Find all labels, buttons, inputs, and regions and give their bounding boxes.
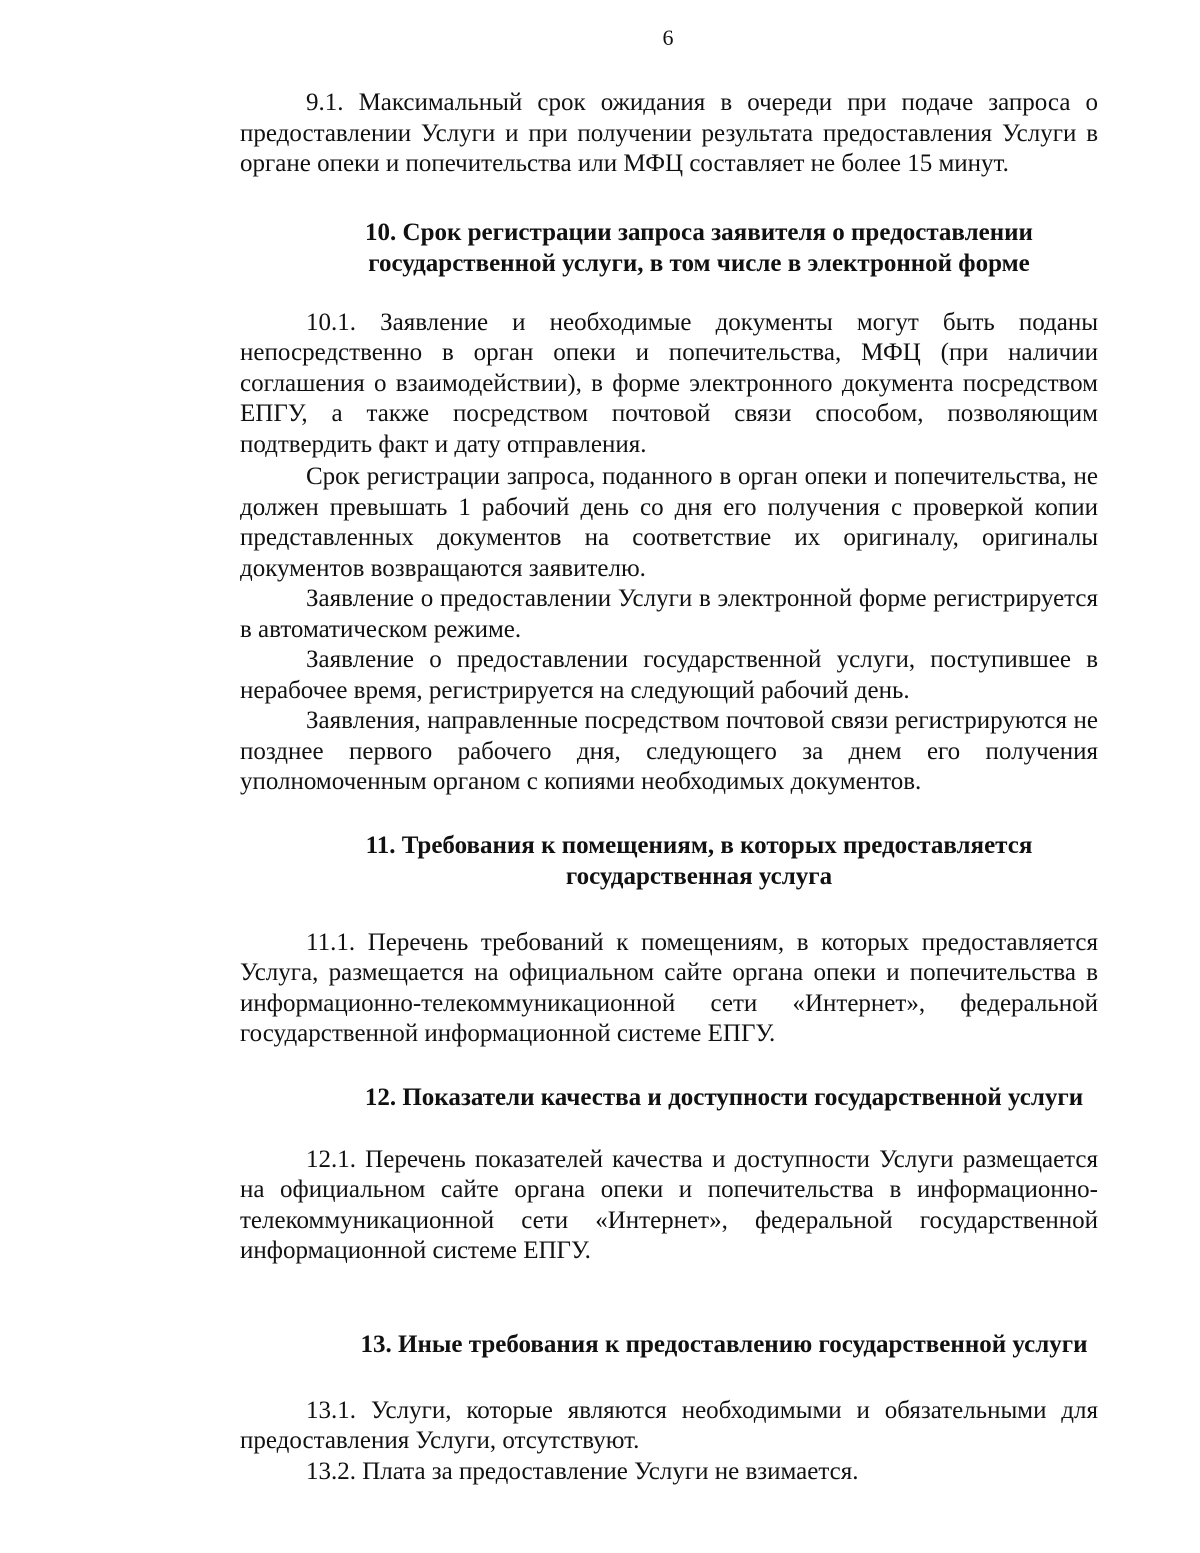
section-heading-10: 10. Срок регистрации запроса заявителя о предоставлении государственной услуги, в том числе в электронной форме (365, 218, 1033, 277)
paragraph-12-1: 12.1. Перечень показателей качества и доступности Услуги размещается на официальном сайте органа опеки и попечительства в информационно-телекоммуникационной сети «Интернет», федеральной государственной информационной системе ЕПГУ. (240, 1145, 1098, 1264)
paragraph-11-1: 11.1. Перечень требований к помещениям, в которых предоставляется Услуга, размещается на официальном сайте органа опеки и попечительства в информационно-телекоммуникационной сети «Интернет», федеральной государственной информационной системе ЕПГУ. (240, 928, 1098, 1047)
paragraph-13-1: 13.1. Услуги, которые являются необходимыми и обязательными для предоставления Услуги, отсутствуют. (240, 1396, 1098, 1454)
paragraph-10-1: 10.1. Заявление и необходимые документы могут быть поданы непосредственно в орган опеки и попечительства, МФЦ (при наличии соглашения о взаимодействии), в форме электронного документа посредством ЕПГУ, а также посредством почтовой связи способом, позволяющим подтвердить факт и дату отправления. (240, 308, 1098, 458)
paragraph-13-2: 13.2. Плата за предоставление Услуги не взимается. (306, 1457, 859, 1485)
section-heading-12: 12. Показатели качества и доступности государственной услуги (364, 1083, 1084, 1111)
section-heading-11: 11. Требования к помещениям, в которых предоставляется государственная услуга (365, 831, 1033, 890)
paragraph-10-3: Заявление о предоставлении Услуги в электронной форме регистрируется в автоматическом режиме. (240, 585, 1098, 643)
page-number: 6 (662, 25, 674, 50)
document-body (240, 88, 1098, 1487)
paragraph-10-4: Заявление о предоставлении государственной услуги, поступившее в нерабочее время, регистрируется на следующий рабочий день. (240, 646, 1098, 704)
paragraph-10-2: Срок регистрации запроса, поданного в орган опеки и попечительства, не должен превышать 1 рабочий день со дня его получения с проверкой копии представленных документов на соответствие их оригиналу, оригиналы документов возвращаются заявителю. (240, 463, 1098, 582)
paragraph-9-1: 9.1. Максимальный срок ожидания в очереди при подаче запроса о предоставлении Услуги и при получении результата предоставления Услуги в органе опеки и попечительства или МФЦ составляет не более 15 минут. (240, 89, 1098, 177)
section-heading-13: 13. Иные требования к предоставлению государственной услуги (360, 1330, 1088, 1358)
paragraph-10-5: Заявления, направленные посредством почтовой связи регистрируются не позднее первого рабочего дня, следующего за днем его получения уполномоченным органом с копиями необходимых документов. (240, 707, 1098, 795)
